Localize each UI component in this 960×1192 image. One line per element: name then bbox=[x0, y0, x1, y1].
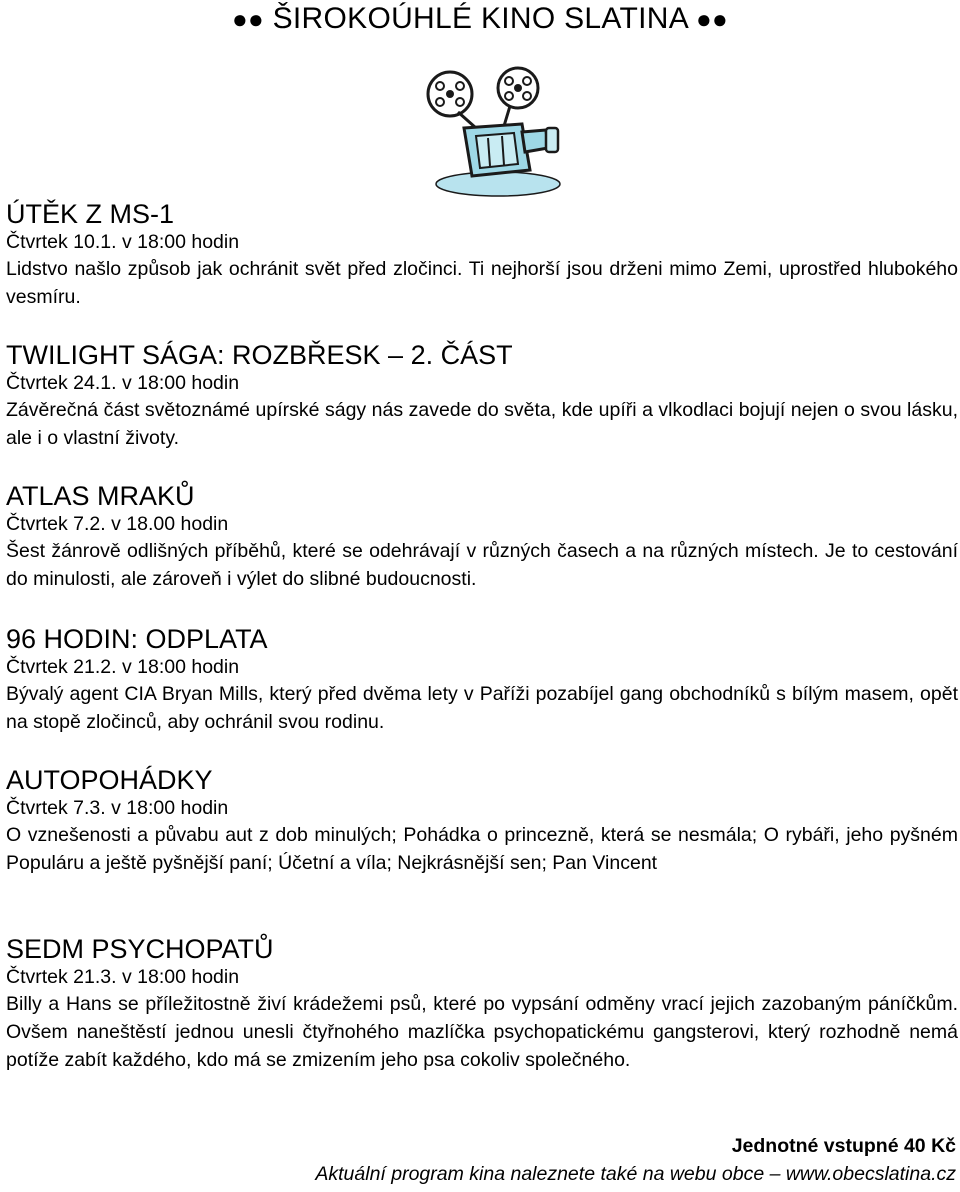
admission-price: Jednotné vstupné 40 Kč bbox=[731, 1135, 956, 1157]
movie-description: Závěrečná část světoznámé upírské ságy nás zavede do světa, kde upíři a vlkodlaci bojují nejen o svou lásku, ale i o vlastní životy. bbox=[6, 399, 958, 449]
header-bullets-right: ●● bbox=[696, 4, 729, 34]
movie-description: Bývalý agent CIA Bryan Mills, který před dvěma lety v Paříži pozabíjel gang obchodníků s bílým masem, opět na stopě zločinců, aby ochránil svou rodinu. bbox=[6, 683, 958, 733]
movie-date: Čtvrtek 7.3. v 18:00 hodin bbox=[6, 797, 229, 819]
movie-date: Čtvrtek 21.3. v 18:00 hodin bbox=[6, 966, 240, 988]
page-title: ŠIROKOÚHLÉ KINO SLATINA bbox=[272, 2, 688, 35]
movie-date: Čtvrtek 24.1. v 18:00 hodin bbox=[6, 372, 240, 394]
movie-title: TWILIGHT SÁGA: ROZBŘESK – 2. ČÁST bbox=[6, 340, 513, 370]
movie-title: 96 HODIN: ODPLATA bbox=[6, 624, 268, 654]
movie-date: Čtvrtek 10.1. v 18:00 hodin bbox=[6, 231, 240, 253]
movie-date: Čtvrtek 7.2. v 18.00 hodin bbox=[6, 513, 229, 535]
movie-description: Lidstvo našlo způsob jak ochránit svět před zločinci. Ti nejhorší jsou drženi mimo Zemi, uprostřed hlubokého vesmíru. bbox=[6, 258, 958, 308]
movie-date: Čtvrtek 21.2. v 18:00 hodin bbox=[6, 656, 240, 678]
movie-description: Šest žánrově odlišných příběhů, které se odehrávají v různých časech a na různých místech. Je to cestování do minulosti, ale zároveň i výlet do slibné budoucnosti. bbox=[6, 540, 958, 590]
movie-title: AUTOPOHÁDKY bbox=[6, 765, 213, 795]
movie-item bbox=[6, 340, 958, 452]
movie-description: Billy a Hans se příležitostně živí krádežemi psů, které po vypsání odměny vrací jejich zazobaným páníčkům. Ovšem naneštěstí jednou unesli čtyřnohého mazlíčka psychopatickému gangsterovi, který rozhodně nemá potíže zabít každého, kdo má se zmizením jeho psa cokoliv společného. bbox=[6, 993, 958, 1071]
movie-item bbox=[6, 765, 958, 877]
website-note: Aktuální program kina naleznete také na webu obce – www.obecslatina.cz bbox=[315, 1163, 956, 1185]
page-header bbox=[0, 2, 960, 36]
movie-title: ÚTĚK Z MS-1 bbox=[6, 199, 175, 229]
movie-item bbox=[6, 199, 958, 311]
movie-description: O vznešenosti a půvabu aut z dob minulých; Pohádka o princezně, která se nesmála; O rybáři, jeho pyšném Populáru a ještě pyšnější paní; Účetní a víla; Nejkrásnější sen; Pan Vincent bbox=[6, 824, 958, 874]
movie-item bbox=[6, 934, 958, 1074]
movie-title: ATLAS MRAKŮ bbox=[6, 481, 195, 511]
film-projector-icon bbox=[418, 66, 568, 202]
header-bullets-left: ●● bbox=[231, 4, 264, 34]
movie-item bbox=[6, 481, 958, 593]
movie-item bbox=[6, 624, 958, 736]
movie-title: SEDM PSYCHOPATŮ bbox=[6, 934, 274, 964]
page-footer bbox=[315, 1132, 956, 1188]
